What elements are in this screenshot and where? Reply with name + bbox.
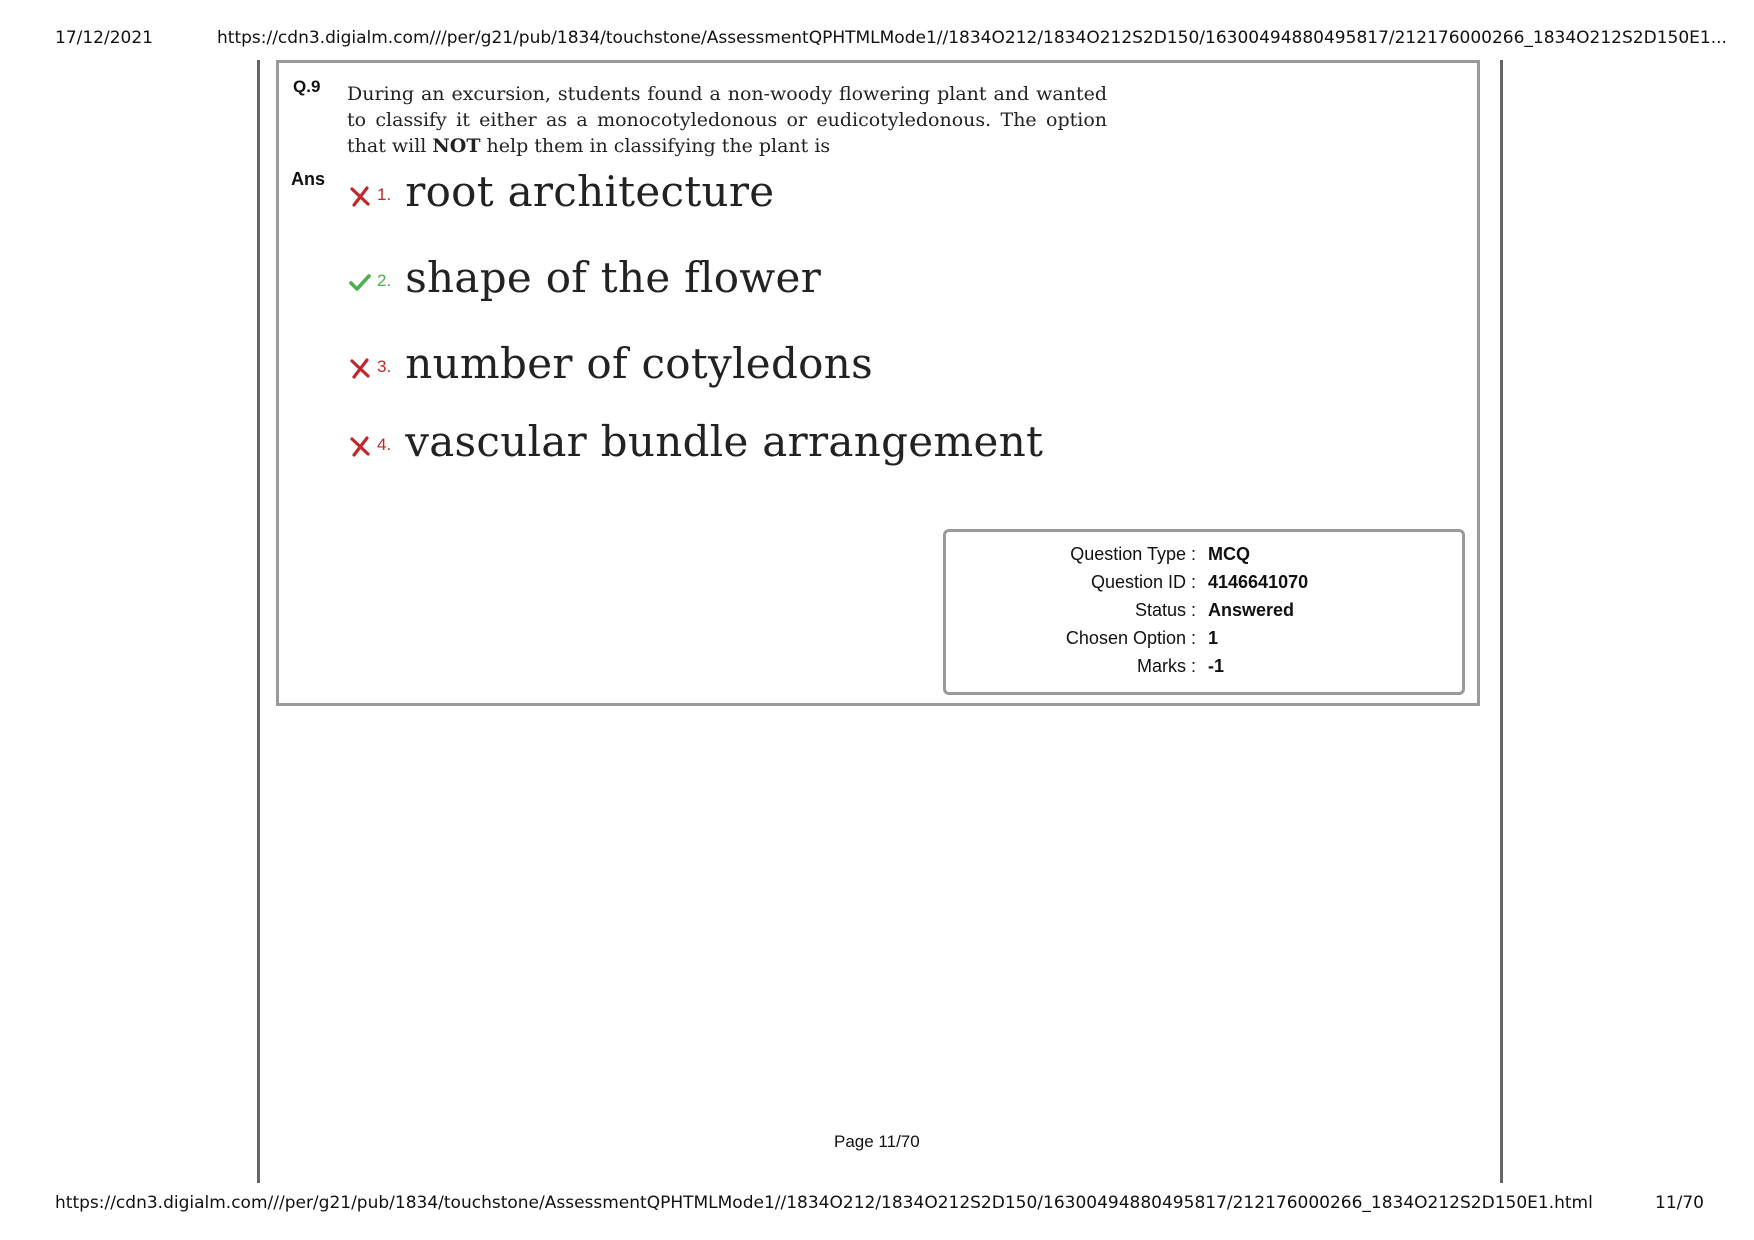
cross-icon [349,435,371,457]
info-value: MCQ [1208,544,1250,564]
info-key: Question Type : [1070,544,1196,564]
info-row-question-id [946,572,1462,600]
option-1 [349,167,774,216]
option-text: number of cotyledons [405,339,873,388]
page-number: Page 11/70 [834,1132,920,1151]
info-value: -1 [1208,656,1225,676]
question-info-panel [943,529,1465,695]
info-value: 4146641070 [1208,572,1309,592]
print-header-date: 17/12/2021 [55,28,153,48]
option-3 [349,339,873,388]
question-text-part1: During an excursion, students found a non-woody flowering plant and wanted to classify it either as a monocotyledonous or eudicotyledonous. The option that will [347,83,1107,157]
info-value: Answered [1208,600,1295,620]
info-key: Chosen Option : [1065,628,1196,648]
answer-label: Ans [291,169,326,189]
question-number: Q.9 [293,77,321,96]
info-value: 1 [1208,628,1219,648]
option-number: 1. [377,184,392,204]
option-text: root architecture [405,167,775,216]
option-text: vascular bundle arrangement [405,417,1044,466]
info-key: Status : [1134,600,1196,620]
option-text: shape of the flower [405,253,822,302]
info-key: Question ID : [1090,572,1196,592]
info-key: Marks : [1136,656,1196,676]
info-row-chosen-option [946,628,1462,656]
option-number: 4. [377,434,392,454]
info-row-marks [946,656,1462,684]
option-number: 3. [377,356,392,376]
print-header-url: https://cdn3.digialm.com///per/g21/pub/1834/touchstone/AssessmentQPHTMLMode1//1834O212/1834O212S2D150/16300494880495817/212176000266_1834O212S2D150E1... [217,28,1727,48]
info-row-status [946,600,1462,628]
question-text-bold: NOT [432,135,481,157]
question-text-part2: help them in classifying the plant is [480,135,831,157]
check-icon [349,271,371,293]
option-number: 2. [377,270,392,290]
page-frame-right [1500,60,1503,1183]
print-footer-url: https://cdn3.digialm.com///per/g21/pub/1834/touchstone/AssessmentQPHTMLMode1//1834O212/1834O212S2D150/16300494880495817/212176000266_1834O212S2D150E1.html [55,1193,1593,1213]
question-text [347,81,1107,159]
option-4 [349,417,1043,466]
print-footer-page-count: 11/70 [1655,1193,1704,1213]
page-frame-left [257,60,260,1183]
cross-icon [349,185,371,207]
option-2 [349,253,821,302]
info-row-question-type [946,544,1462,572]
question-panel [276,60,1480,706]
cross-icon [349,357,371,379]
